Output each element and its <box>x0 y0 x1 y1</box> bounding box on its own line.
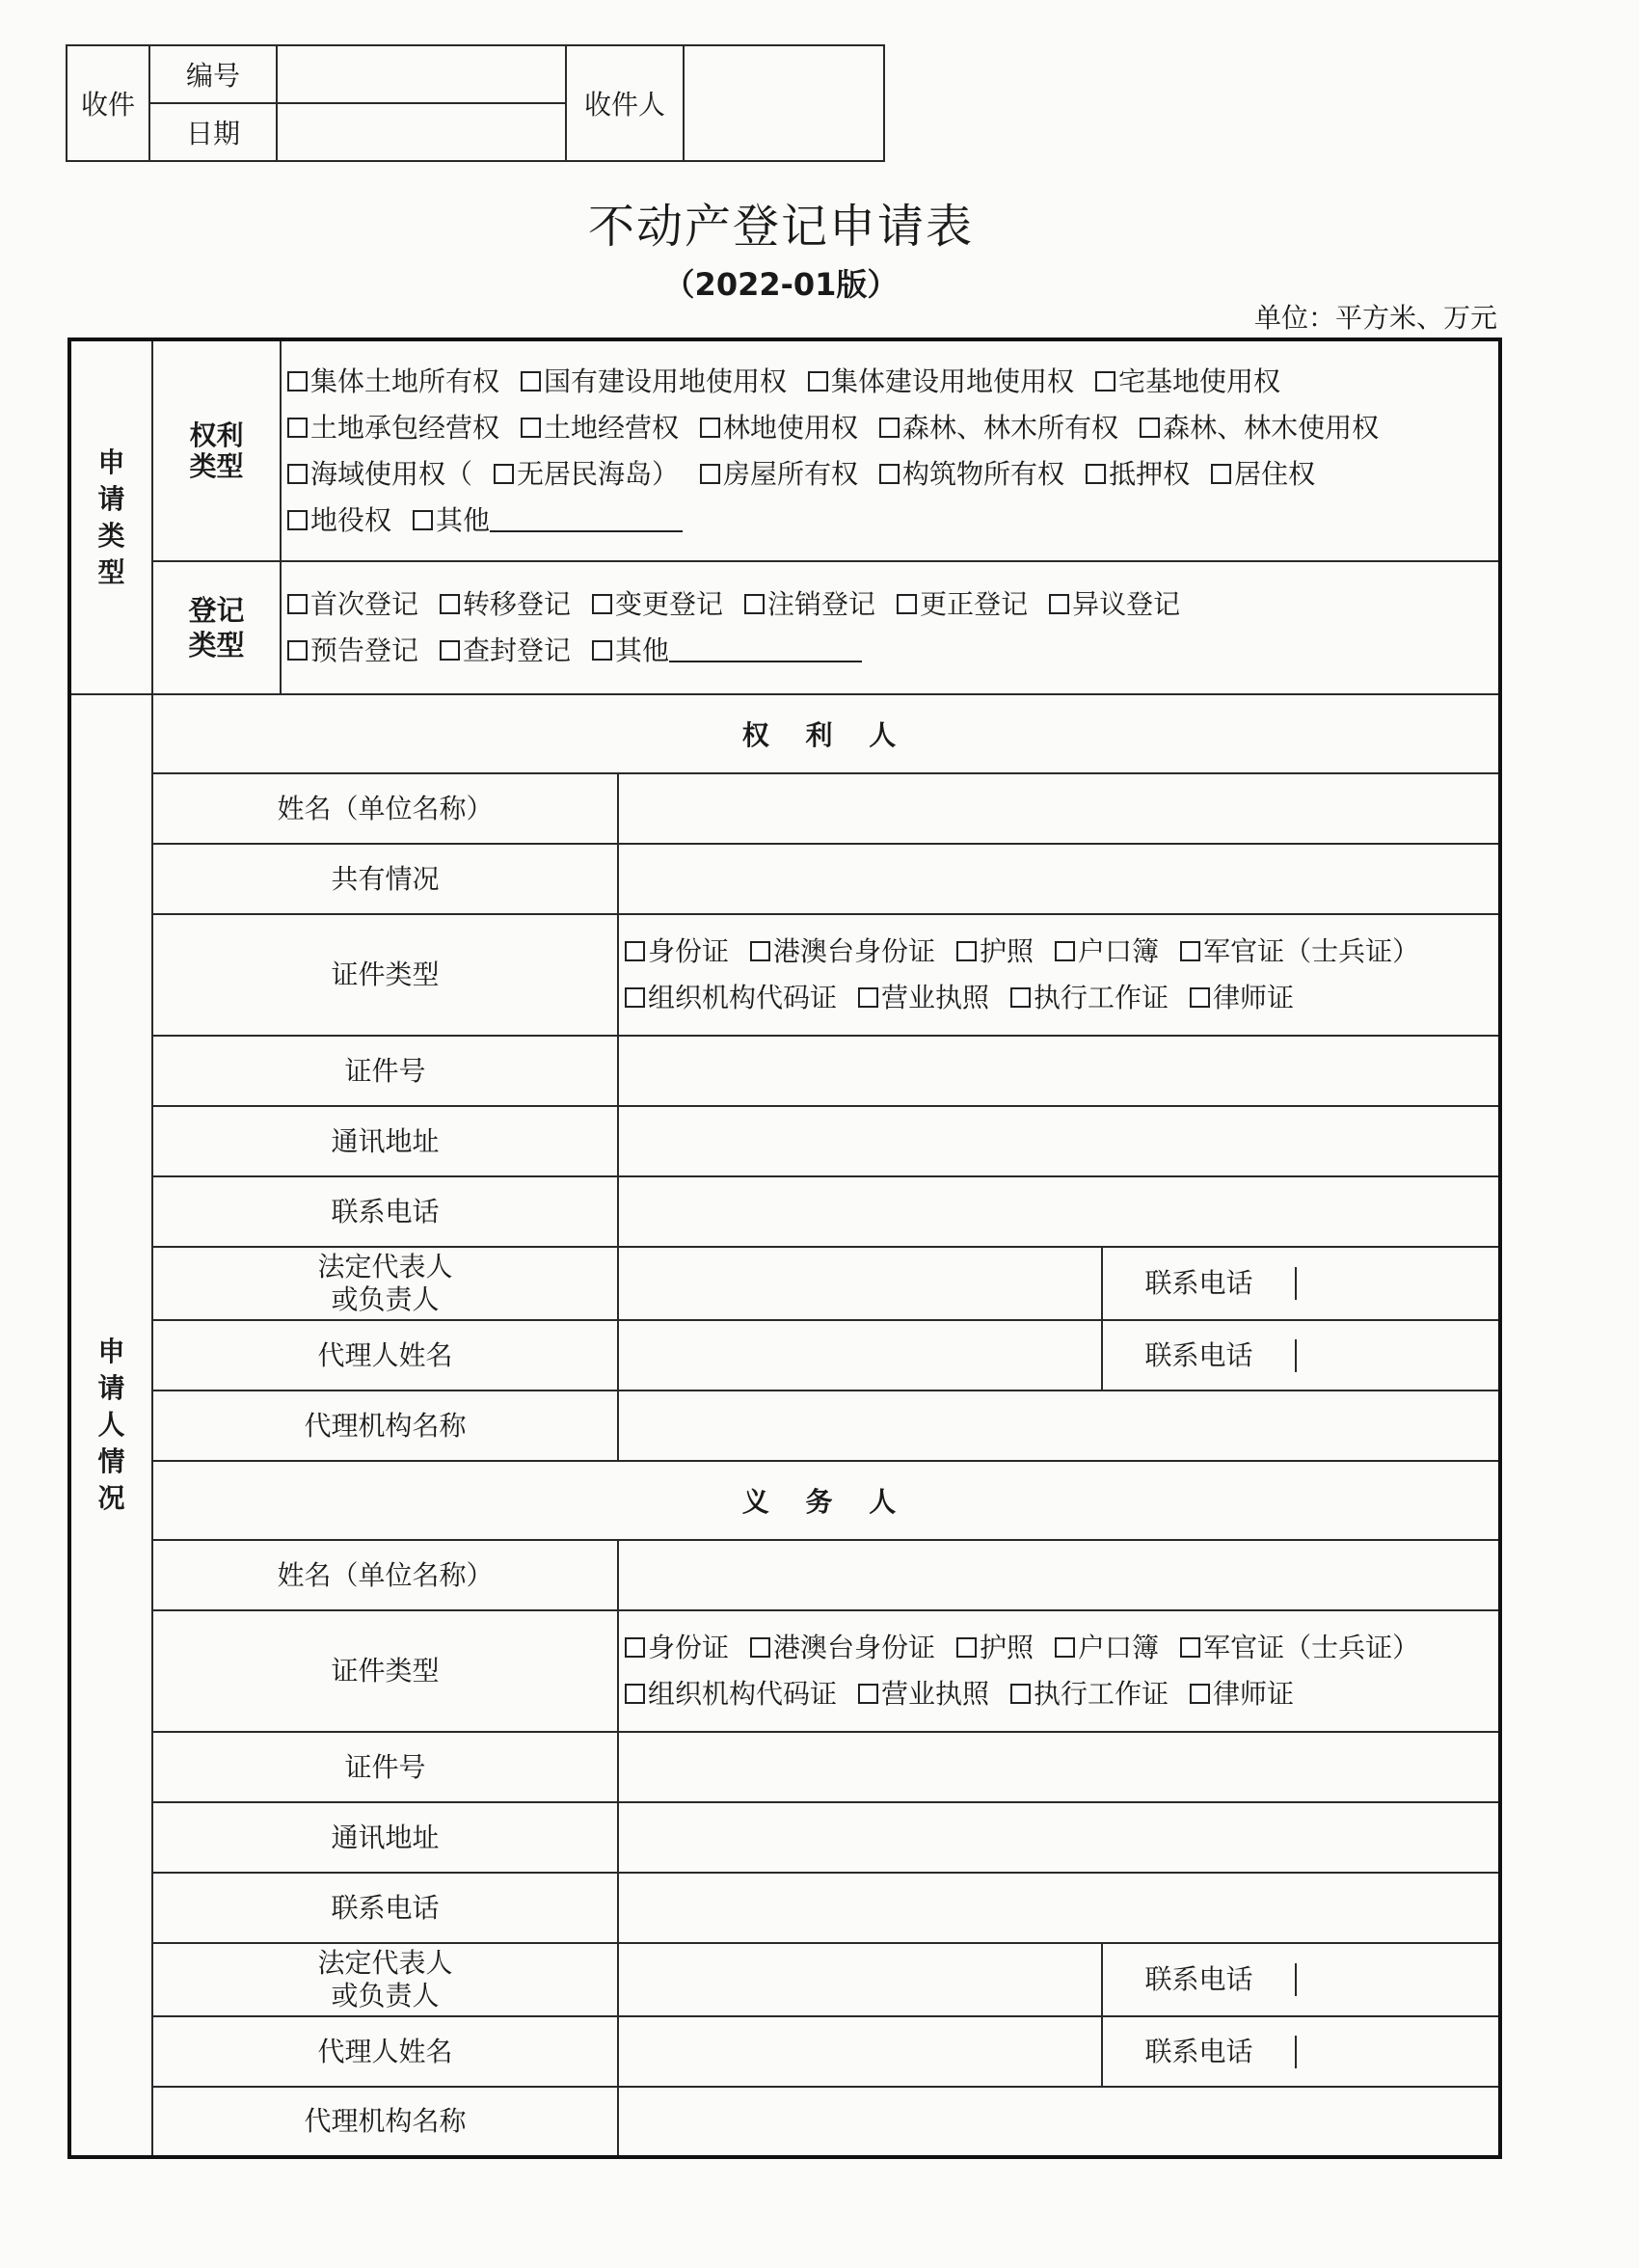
right-type-option-label: 集体土地所有权 <box>310 364 500 397</box>
obligee-address-label: 通讯地址 <box>152 1106 618 1176</box>
obligor-phone-field[interactable] <box>618 1873 1500 1943</box>
obligor-heading: 义 务 人 <box>152 1461 1500 1540</box>
right-type-option[interactable] <box>1140 405 1379 451</box>
right-type-option[interactable] <box>494 451 679 498</box>
right-type-option[interactable] <box>879 451 1064 498</box>
obligor-id-type-option-label: 营业执照 <box>881 1678 990 1710</box>
registration-type-option-label: 变更登记 <box>615 588 724 620</box>
right-type-option[interactable] <box>1211 451 1315 498</box>
registration-type-option[interactable] <box>287 581 418 628</box>
application-type-label-char: 类 <box>97 519 125 552</box>
obligor-id-type-option-label: 组织机构代码证 <box>648 1678 838 1710</box>
right-type-option-label: 居住权 <box>1234 457 1316 490</box>
checkbox-icon[interactable] <box>592 594 612 614</box>
checkbox-icon[interactable] <box>956 941 977 961</box>
checkbox-icon[interactable] <box>287 594 308 614</box>
right-type-option-label: 其他 <box>436 503 491 536</box>
checkbox-icon[interactable] <box>440 640 460 661</box>
obligee-legal-rep-label <box>152 1247 618 1320</box>
obligor-id-type-option[interactable] <box>1010 1671 1169 1717</box>
checkbox-icon[interactable] <box>1140 418 1160 438</box>
obligee-legal-rep-phone-field[interactable] <box>1296 1267 1498 1300</box>
right-type-option-label: 森林、林木所有权 <box>902 411 1119 444</box>
registration-type-option-label: 异议登记 <box>1072 588 1181 620</box>
checkbox-icon[interactable] <box>1180 1637 1200 1658</box>
registration-type-label-line: 登记 <box>188 594 245 627</box>
obligor-address-label: 通讯地址 <box>152 1802 618 1873</box>
registration-type-option[interactable] <box>440 628 571 674</box>
right-type-option-label: 土地承包经营权 <box>310 411 500 444</box>
checkbox-icon[interactable] <box>1055 1637 1075 1658</box>
obligee-id-type-option-label: 组织机构代码证 <box>648 982 838 1013</box>
right-type-option[interactable] <box>1086 451 1190 498</box>
registration-type-option-label: 更正登记 <box>920 588 1029 620</box>
checkbox-icon[interactable] <box>808 371 828 392</box>
obligor-id-type-option-label: 户口簿 <box>1078 1632 1160 1663</box>
page-title: 不动产登记申请表 <box>587 200 974 254</box>
registration-type-label <box>152 561 281 694</box>
obligee-agent-phone-cell <box>1102 1320 1500 1390</box>
checkbox-icon[interactable] <box>1211 464 1231 484</box>
obligee-id-type-option[interactable] <box>1055 929 1159 975</box>
obligor-address-field[interactable] <box>618 1802 1500 1873</box>
obligee-address-field[interactable] <box>618 1106 1500 1176</box>
obligor-agent-name-label: 代理人姓名 <box>152 2016 618 2087</box>
right-type-option-label: 地役权 <box>310 503 392 536</box>
obligee-heading: 权 利 人 <box>152 694 1500 773</box>
obligor-id-type-option[interactable] <box>1055 1625 1159 1671</box>
obligor-legal-rep-field[interactable] <box>618 1943 1102 2016</box>
receipt-box <box>66 44 885 162</box>
right-type-option[interactable] <box>287 498 391 544</box>
obligor-id-type-option[interactable] <box>750 1625 935 1671</box>
receipt-number-field[interactable] <box>277 45 566 103</box>
checkbox-icon[interactable] <box>1190 1684 1210 1704</box>
obligor-id-type-label: 证件类型 <box>152 1610 618 1732</box>
obligee-legal-rep-field[interactable] <box>618 1247 1102 1320</box>
obligor-agency-label: 代理机构名称 <box>152 2087 618 2157</box>
registration-type-option-label: 预告登记 <box>310 634 419 666</box>
checkbox-icon[interactable] <box>858 1684 878 1704</box>
obligee-legal-rep-phone-cell <box>1102 1247 1500 1320</box>
obligor-id-type-option-label: 港澳台身份证 <box>773 1632 936 1663</box>
registration-type-option-label: 转移登记 <box>463 588 572 620</box>
checkbox-icon[interactable] <box>287 418 308 438</box>
applicant-label-char: 况 <box>97 1482 125 1514</box>
checkbox-icon[interactable] <box>1095 371 1115 392</box>
obligee-phone-field[interactable] <box>618 1176 1500 1247</box>
right-type-option-label: 土地经营权 <box>544 411 680 444</box>
registration-type-options <box>281 561 1500 694</box>
obligor-id-type-option[interactable] <box>1180 1625 1419 1671</box>
obligor-id-type-option[interactable] <box>625 1671 837 1717</box>
obligee-id-type-option[interactable] <box>625 975 837 1021</box>
applicant-label-char: 请 <box>97 1372 125 1404</box>
obligor-legal-rep-label-line2: 或负责人 <box>331 1980 440 2012</box>
right-type-option[interactable] <box>1095 359 1280 405</box>
registration-type-label-line: 类型 <box>188 629 245 662</box>
obligor-id-number-field[interactable] <box>618 1732 1500 1802</box>
obligor-legal-rep-label-line1: 法定代表人 <box>317 1947 453 1979</box>
right-type-options <box>281 339 1500 561</box>
applicant-label-char: 申 <box>97 1336 125 1367</box>
obligor-legal-rep-label <box>152 1943 618 2016</box>
obligee-name-label: 姓名（单位名称） <box>152 773 618 844</box>
obligor-legal-rep-phone-field[interactable] <box>1296 1963 1498 1996</box>
obligee-id-type-option-label: 军官证（士兵证） <box>1203 935 1420 967</box>
checkbox-icon[interactable] <box>521 371 541 392</box>
registration-type-option[interactable] <box>287 628 418 674</box>
application-type-label-char: 申 <box>97 446 125 478</box>
checkbox-icon[interactable] <box>1010 1684 1031 1704</box>
obligee-id-type-option-label: 户口簿 <box>1078 935 1160 967</box>
right-type-option[interactable] <box>700 451 858 498</box>
registration-type-option[interactable] <box>897 581 1028 628</box>
obligee-legal-rep-label-line1: 法定代表人 <box>317 1251 453 1282</box>
checkbox-icon[interactable] <box>1010 987 1031 1008</box>
registration-type-option-label: 查封登记 <box>463 634 572 666</box>
right-type-option-label: 房屋所有权 <box>723 457 859 490</box>
right-type-label-line: 类型 <box>189 449 244 482</box>
checkbox-icon[interactable] <box>625 1637 645 1658</box>
edition-label: （2022-01版） <box>663 266 899 303</box>
checkbox-icon[interactable] <box>413 510 433 530</box>
obligor-id-type-option-label: 军官证（士兵证） <box>1203 1632 1420 1663</box>
checkbox-icon[interactable] <box>287 464 308 484</box>
checkbox-icon[interactable] <box>287 640 308 661</box>
obligor-id-type-option[interactable] <box>1190 1671 1294 1717</box>
obligor-name-field[interactable] <box>618 1540 1500 1610</box>
receipt-number-label: 编号 <box>149 45 277 103</box>
registration-type-option[interactable] <box>440 581 571 628</box>
checkbox-icon[interactable] <box>521 418 541 438</box>
right-type-option-label: 林地使用权 <box>723 411 859 444</box>
obligee-id-number-field[interactable] <box>618 1036 1500 1106</box>
checkbox-icon[interactable] <box>750 1637 770 1658</box>
obligee-id-type-option-label: 身份证 <box>648 935 730 967</box>
right-type-label-line: 权利 <box>189 418 244 451</box>
obligor-name-label: 姓名（单位名称） <box>152 1540 618 1610</box>
obligor-id-type-option-label: 身份证 <box>648 1632 730 1663</box>
checkbox-icon[interactable] <box>1190 987 1210 1008</box>
checkbox-icon[interactable] <box>1086 464 1106 484</box>
obligee-id-type-option[interactable] <box>1190 975 1294 1021</box>
checkbox-icon[interactable] <box>879 418 900 438</box>
obligee-id-type-option-label: 港澳台身份证 <box>773 935 936 967</box>
checkbox-icon[interactable] <box>1180 941 1200 961</box>
obligee-id-type-options <box>618 914 1500 1036</box>
right-type-option-label: 集体建设用地使用权 <box>831 364 1075 397</box>
obligee-legal-rep-label-line2: 或负责人 <box>331 1283 440 1315</box>
application-type-label-char: 型 <box>97 555 125 588</box>
obligor-id-type-option[interactable] <box>858 1671 989 1717</box>
right-type-option[interactable] <box>287 359 499 405</box>
checkbox-icon[interactable] <box>897 594 917 614</box>
obligor-agent-phone-cell <box>1102 2016 1500 2087</box>
obligor-id-type-option[interactable] <box>625 1625 729 1671</box>
obligee-share-field[interactable] <box>618 844 1500 914</box>
obligee-share-label: 共有情况 <box>152 844 618 914</box>
checkbox-icon[interactable] <box>287 371 308 392</box>
right-type-label <box>152 339 281 561</box>
registration-type-option-label: 注销登记 <box>767 588 876 620</box>
obligor-id-type-option-label: 执行工作证 <box>1034 1678 1169 1710</box>
checkbox-icon[interactable] <box>744 594 765 614</box>
obligee-id-type-option[interactable] <box>1180 929 1419 975</box>
right-type-option[interactable] <box>879 405 1118 451</box>
obligee-agent-name-label: 代理人姓名 <box>152 1320 618 1390</box>
application-type-label-char: 请 <box>97 482 125 515</box>
obligor-id-type-options <box>618 1610 1500 1732</box>
obligor-agent-phone-label: 联系电话 <box>1103 2036 1296 2068</box>
obligee-id-number-label: 证件号 <box>152 1036 618 1106</box>
receiver-field[interactable] <box>684 45 884 161</box>
right-type-option[interactable] <box>521 359 787 405</box>
registration-type-other-field[interactable] <box>669 635 862 662</box>
application-form <box>67 338 1498 2159</box>
checkbox-icon[interactable] <box>1049 594 1069 614</box>
obligee-agent-phone-label: 联系电话 <box>1103 1339 1296 1372</box>
obligor-agent-phone-field[interactable] <box>1296 2036 1498 2068</box>
checkbox-icon[interactable] <box>700 418 720 438</box>
right-type-option-label: 抵押权 <box>1109 457 1191 490</box>
right-type-option-label: 宅基地使用权 <box>1118 364 1281 397</box>
obligee-legal-rep-phone-label: 联系电话 <box>1103 1267 1296 1300</box>
receiver-label: 收件人 <box>566 45 684 161</box>
registration-type-option-label: 首次登记 <box>310 588 419 620</box>
receipt-date-field[interactable] <box>277 103 566 161</box>
unit-label: 单位：平方米、万元 <box>1253 302 1497 334</box>
checkbox-icon[interactable] <box>625 987 645 1008</box>
obligee-id-type-option-label: 营业执照 <box>881 982 990 1013</box>
right-type-option[interactable] <box>287 405 499 451</box>
receipt-label: 收件 <box>67 45 149 161</box>
checkbox-icon[interactable] <box>625 1684 645 1704</box>
applicant-section-label <box>69 694 152 2157</box>
right-type-option-label: 海域使用权（ <box>310 457 473 490</box>
obligee-agent-name-field[interactable] <box>618 1320 1102 1390</box>
obligee-name-field[interactable] <box>618 773 1500 844</box>
obligee-id-type-option[interactable] <box>625 929 729 975</box>
registration-type-option[interactable] <box>744 581 875 628</box>
checkbox-icon[interactable] <box>440 594 460 614</box>
right-type-option-label: 国有建设用地使用权 <box>544 364 788 397</box>
right-type-option[interactable] <box>413 498 683 544</box>
registration-type-option[interactable] <box>1049 581 1180 628</box>
obligor-legal-rep-phone-cell <box>1102 1943 1500 2016</box>
registration-type-option[interactable] <box>592 628 862 674</box>
obligee-id-type-option-label: 执行工作证 <box>1034 982 1169 1013</box>
obligee-id-type-option[interactable] <box>858 975 989 1021</box>
obligor-agency-field[interactable] <box>618 2087 1500 2157</box>
applicant-label-char: 情 <box>97 1445 125 1477</box>
right-type-other-field[interactable] <box>490 505 683 532</box>
registration-type-option[interactable] <box>592 581 723 628</box>
obligor-id-type-option-label: 护照 <box>980 1632 1034 1663</box>
right-type-option-label: 无居民海岛） <box>517 457 680 490</box>
obligor-id-number-label: 证件号 <box>152 1732 618 1802</box>
obligee-agency-field[interactable] <box>618 1390 1500 1461</box>
checkbox-icon[interactable] <box>494 464 514 484</box>
obligor-id-type-option-label: 律师证 <box>1213 1678 1295 1710</box>
obligee-agency-label: 代理机构名称 <box>152 1390 618 1461</box>
checkbox-icon[interactable] <box>956 1637 977 1658</box>
obligor-agent-name-field[interactable] <box>618 2016 1102 2087</box>
receipt-date-label: 日期 <box>149 103 277 161</box>
obligee-id-type-option[interactable] <box>1010 975 1169 1021</box>
checkbox-icon[interactable] <box>700 464 720 484</box>
obligee-id-type-label: 证件类型 <box>152 914 618 1036</box>
checkbox-icon[interactable] <box>1055 941 1075 961</box>
checkbox-icon[interactable] <box>592 640 612 661</box>
right-type-option[interactable] <box>808 359 1074 405</box>
right-type-option[interactable] <box>700 405 858 451</box>
obligor-legal-rep-phone-label: 联系电话 <box>1103 1963 1296 1996</box>
obligor-id-type-option[interactable] <box>956 1625 1034 1671</box>
obligee-agent-phone-field[interactable] <box>1296 1339 1498 1372</box>
right-type-option[interactable] <box>287 451 472 498</box>
checkbox-icon[interactable] <box>287 510 308 530</box>
obligor-phone-label: 联系电话 <box>152 1873 618 1943</box>
checkbox-icon[interactable] <box>879 464 900 484</box>
checkbox-icon[interactable] <box>750 941 770 961</box>
obligee-id-type-option-label: 律师证 <box>1213 982 1295 1013</box>
checkbox-icon[interactable] <box>625 941 645 961</box>
obligee-id-type-option[interactable] <box>750 929 935 975</box>
application-type-section-label <box>69 339 152 694</box>
registration-type-option-label: 其他 <box>615 634 670 666</box>
obligee-id-type-option-label: 护照 <box>980 935 1034 967</box>
checkbox-icon[interactable] <box>858 987 878 1008</box>
right-type-option-label: 森林、林木使用权 <box>1163 411 1380 444</box>
applicant-label-char: 人 <box>97 1409 125 1441</box>
obligee-id-type-option[interactable] <box>956 929 1034 975</box>
right-type-option-label: 构筑物所有权 <box>902 457 1065 490</box>
right-type-option[interactable] <box>521 405 679 451</box>
obligee-phone-label: 联系电话 <box>152 1176 618 1247</box>
